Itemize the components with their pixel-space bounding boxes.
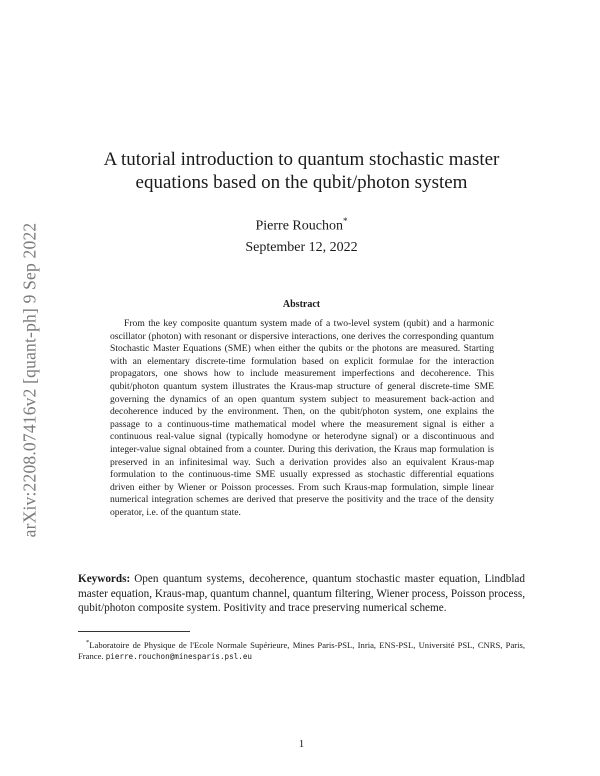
paper-title — [78, 148, 525, 194]
title-line: A tutorial introduction to quantum stochastic master — [103, 149, 500, 170]
abstract-body: From the key composite quantum system made of a two-level system (qubit) and a harmonic oscillator (photon) with resonant or dispersive interactions, one derives the corresponding quantum Stochastic Master Equations (SME) when either the qubits or the photons are measured. Starting with an elementary discrete-time formulation based on explicit formulae for the interaction propagators, one shows how to include measurement imperfections and decoherence. This qubit/photon quantum system illustrates the Kraus-map structure of general discrete-time SME governing the dynamics of an open quantum system subject to measurement back-action and decoherence induced by the environment. Then, on the qubit/photon system, one explains the passage to a continuous-time mathematical model where the measurement signal is either a continuous real-value signal (typically homodyne or heterodyne signal) or a discontinuous and integer-value signal obtained from a counter. During this derivation, the Kraus map formulation is preserved in an infinitesimal way. Such a derivation provides also an equivalent Kraus-map formulation to the continuous-time SME usually expressed as stochastic differential equations driven either by Wiener or Poisson processes. From such Kraus-map formulation, simple linear numerical integration schemes are derived that preserve the positivity and the trace of the density operator, i.e. of the quantum state. — [110, 318, 494, 518]
arxiv-identifier-text: arXiv:2208.07416v2 [quant-ph] 9 Sep 2022 — [19, 222, 40, 538]
title-line: equations based on the qubit/photon system — [135, 172, 468, 193]
arxiv-identifier-stamp — [8, 180, 52, 580]
footnote-divider — [78, 631, 190, 632]
keywords-label: Keywords: — [78, 573, 131, 585]
author-email[interactable]: pierre.rouchon@minesparis.psl.eu — [105, 652, 252, 662]
paper-page — [78, 0, 525, 776]
author-line — [78, 216, 525, 235]
footnote-affiliation: Laboratoire de Physique de l'Ecole Normale Supérieure, Mines Paris-PSL, Inria, ENS-PSL, Université PSL, CNRS, Paris, France. — [78, 639, 525, 662]
author-affiliation-footnote — [78, 637, 525, 663]
publication-date: September 12, 2022 — [245, 240, 358, 255]
abstract-heading: Abstract — [282, 299, 321, 310]
keywords-text: Open quantum systems, decoherence, quantum stochastic master equation, Lindblad master equation, Kraus-map, quantum channel, quantum filtering, Wiener process, Poisson process, qubit/photon composite system. Positivity and trace preserving numerical scheme. — [78, 573, 525, 615]
page-number: 1 — [298, 738, 305, 750]
footnote-mark: * — [86, 639, 90, 646]
keywords-paragraph — [78, 572, 525, 616]
author-footnote-mark: * — [342, 216, 348, 226]
author-name: Pierre Rouchon — [255, 218, 343, 234]
